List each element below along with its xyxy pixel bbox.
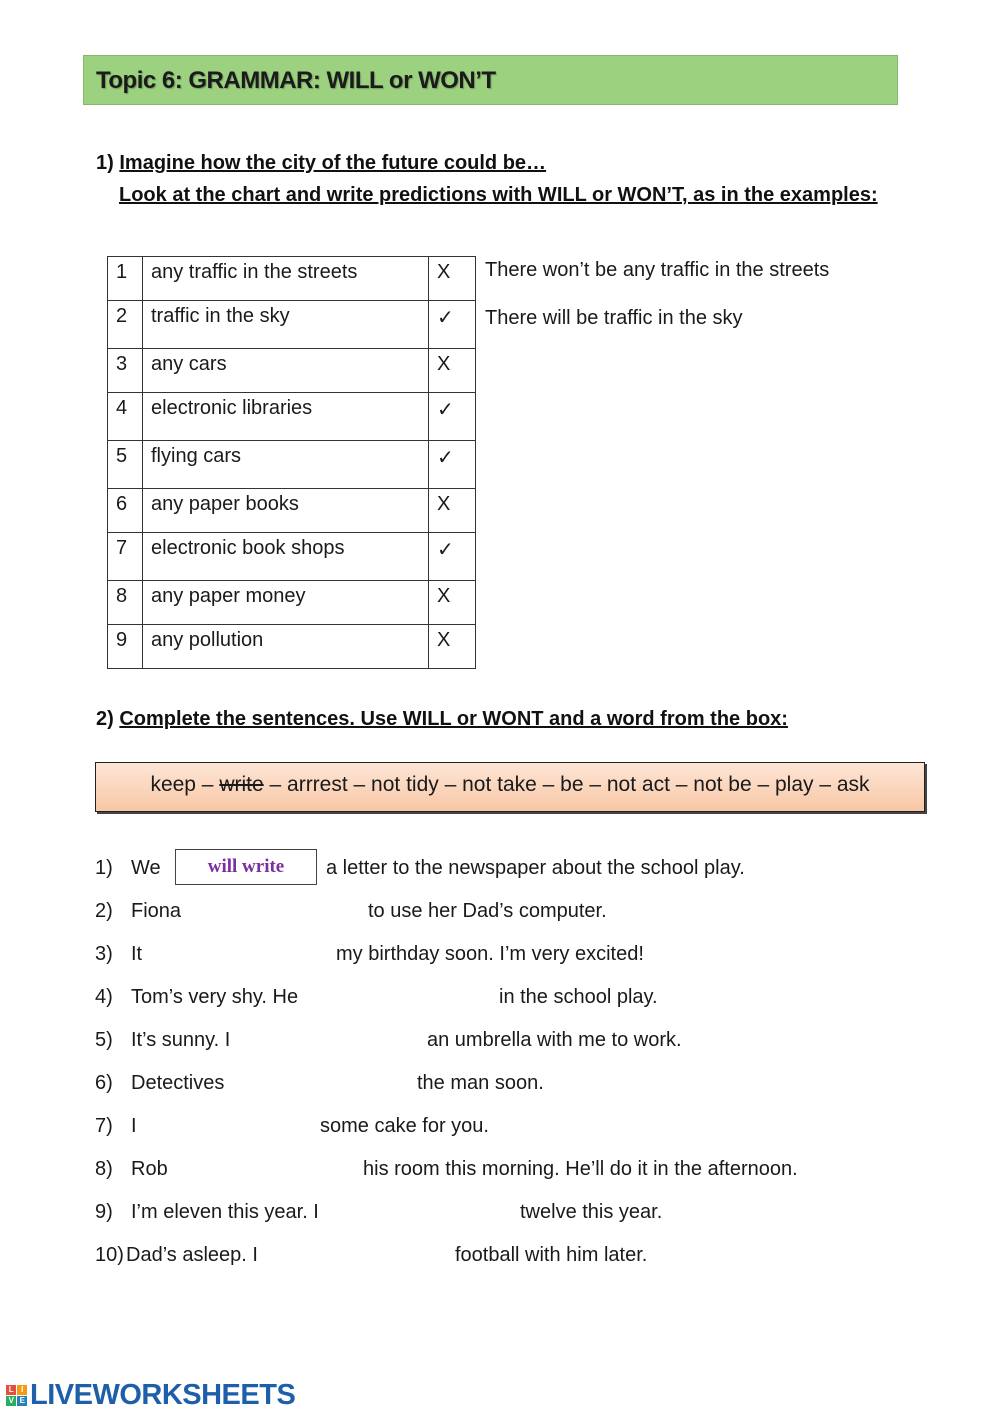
table-row [108,257,476,301]
row-mark: X [429,257,476,301]
exercise2-heading [96,708,788,731]
exercise1-number: 1) [96,152,114,174]
row-mark: X [429,349,476,393]
exercise2-number: 2) [96,708,114,730]
row-item: electronic libraries [143,393,429,441]
sentence-end: the man soon. [417,1072,544,1094]
example-answer-1: There won’t be any traffic in the streets [485,259,830,281]
logo-text: LIVEWORKSHEETS [30,1378,296,1411]
table-row [108,489,476,533]
sentence-start: Tom’s very shy. He [131,986,299,1008]
sentence-start: We [131,857,161,879]
exercise1-instruction-text: Look at the chart and write predictions with WILL or WON’T, as in the examples: [119,184,878,206]
row-mark: X [429,489,476,533]
exercise1-instruction [119,184,878,207]
sentence-number: 7) [95,1115,113,1137]
row-mark: X [429,581,476,625]
sentence-start: It [131,943,143,965]
row-mark: ✓ [429,441,476,489]
row-number: 1 [108,257,143,301]
page-title: Topic 6: GRAMMAR: WILL or WON’T [96,67,496,94]
sentence-end: football with him later. [455,1244,648,1266]
sentence-start: It’s sunny. I [131,1029,231,1051]
sentence-start: Dad’s asleep. I [126,1244,258,1266]
logo-mark-letter: V [6,1396,16,1406]
logo-mark-letter: E [17,1396,27,1406]
sentence-number: 2) [95,900,113,922]
row-item: electronic book shops [143,533,429,581]
sentence-start: Rob [131,1158,168,1180]
row-item: flying cars [143,441,429,489]
table-row [108,301,476,349]
logo-mark-icon [6,1385,27,1406]
prediction-chart [107,256,476,669]
example-answer-2: There will be traffic in the sky [485,307,743,329]
row-number: 7 [108,533,143,581]
sentence-end: a letter to the newspaper about the school play. [326,857,745,879]
sentence-end: to use her Dad’s computer. [368,900,607,922]
row-item: traffic in the sky [143,301,429,349]
sentence-number: 8) [95,1158,113,1180]
exercise1-title: Imagine how the city of the future could be… [119,152,547,174]
row-number: 6 [108,489,143,533]
sentence-number: 9) [95,1201,113,1223]
row-item: any paper books [143,489,429,533]
table-row [108,625,476,669]
sentence-number: 4) [95,986,113,1008]
row-mark: ✓ [429,301,476,349]
sentence-number: 5) [95,1029,113,1051]
row-mark: ✓ [429,533,476,581]
row-number: 9 [108,625,143,669]
row-mark: ✓ [429,393,476,441]
exercise2-title: Complete the sentences. Use WILL or WONT and a word from the box: [119,708,788,730]
row-number: 2 [108,301,143,349]
liveworksheets-logo [6,1378,295,1412]
sentence-end: my birthday soon. I’m very excited! [336,943,644,965]
sentence-number: 1) [95,857,113,879]
row-item: any paper money [143,581,429,625]
logo-mark-letter: L [6,1385,16,1395]
row-item: any traffic in the streets [143,257,429,301]
table-row [108,533,476,581]
word-bank-after: – arrrest – not tidy – not take – be – not act – not be – play – ask [263,773,870,796]
table-row [108,349,476,393]
sentence-end: in the school play. [499,986,658,1008]
sentence-number: 10) [95,1244,124,1266]
row-number: 8 [108,581,143,625]
row-number: 5 [108,441,143,489]
row-number: 4 [108,393,143,441]
sentence-start: Fiona [131,900,182,922]
table-row [108,581,476,625]
sentence-end: his room this morning. He’ll do it in the afternoon. [363,1158,798,1180]
sentence-end: an umbrella with me to work. [427,1029,682,1051]
sentence-number: 3) [95,943,113,965]
logo-mark-letter: I [17,1385,27,1395]
row-mark: X [429,625,476,669]
row-number: 3 [108,349,143,393]
sentence-number: 6) [95,1072,113,1094]
word-bank-struck: write [219,773,264,796]
exercise1-heading [96,152,546,175]
row-item: any pollution [143,625,429,669]
sentence-start: Detectives [131,1072,225,1094]
sentence-start: I’m eleven this year. I [131,1201,319,1223]
example-answer-box[interactable]: will write [175,849,317,885]
title-banner [83,55,898,105]
table-row [108,393,476,441]
sentence-start: I [131,1115,137,1137]
row-item: any cars [143,349,429,393]
sentence-end: some cake for you. [320,1115,489,1137]
word-bank-box [95,762,925,812]
word-bank-before: keep – [150,773,220,796]
table-row [108,441,476,489]
sentence-end: twelve this year. [520,1201,663,1223]
